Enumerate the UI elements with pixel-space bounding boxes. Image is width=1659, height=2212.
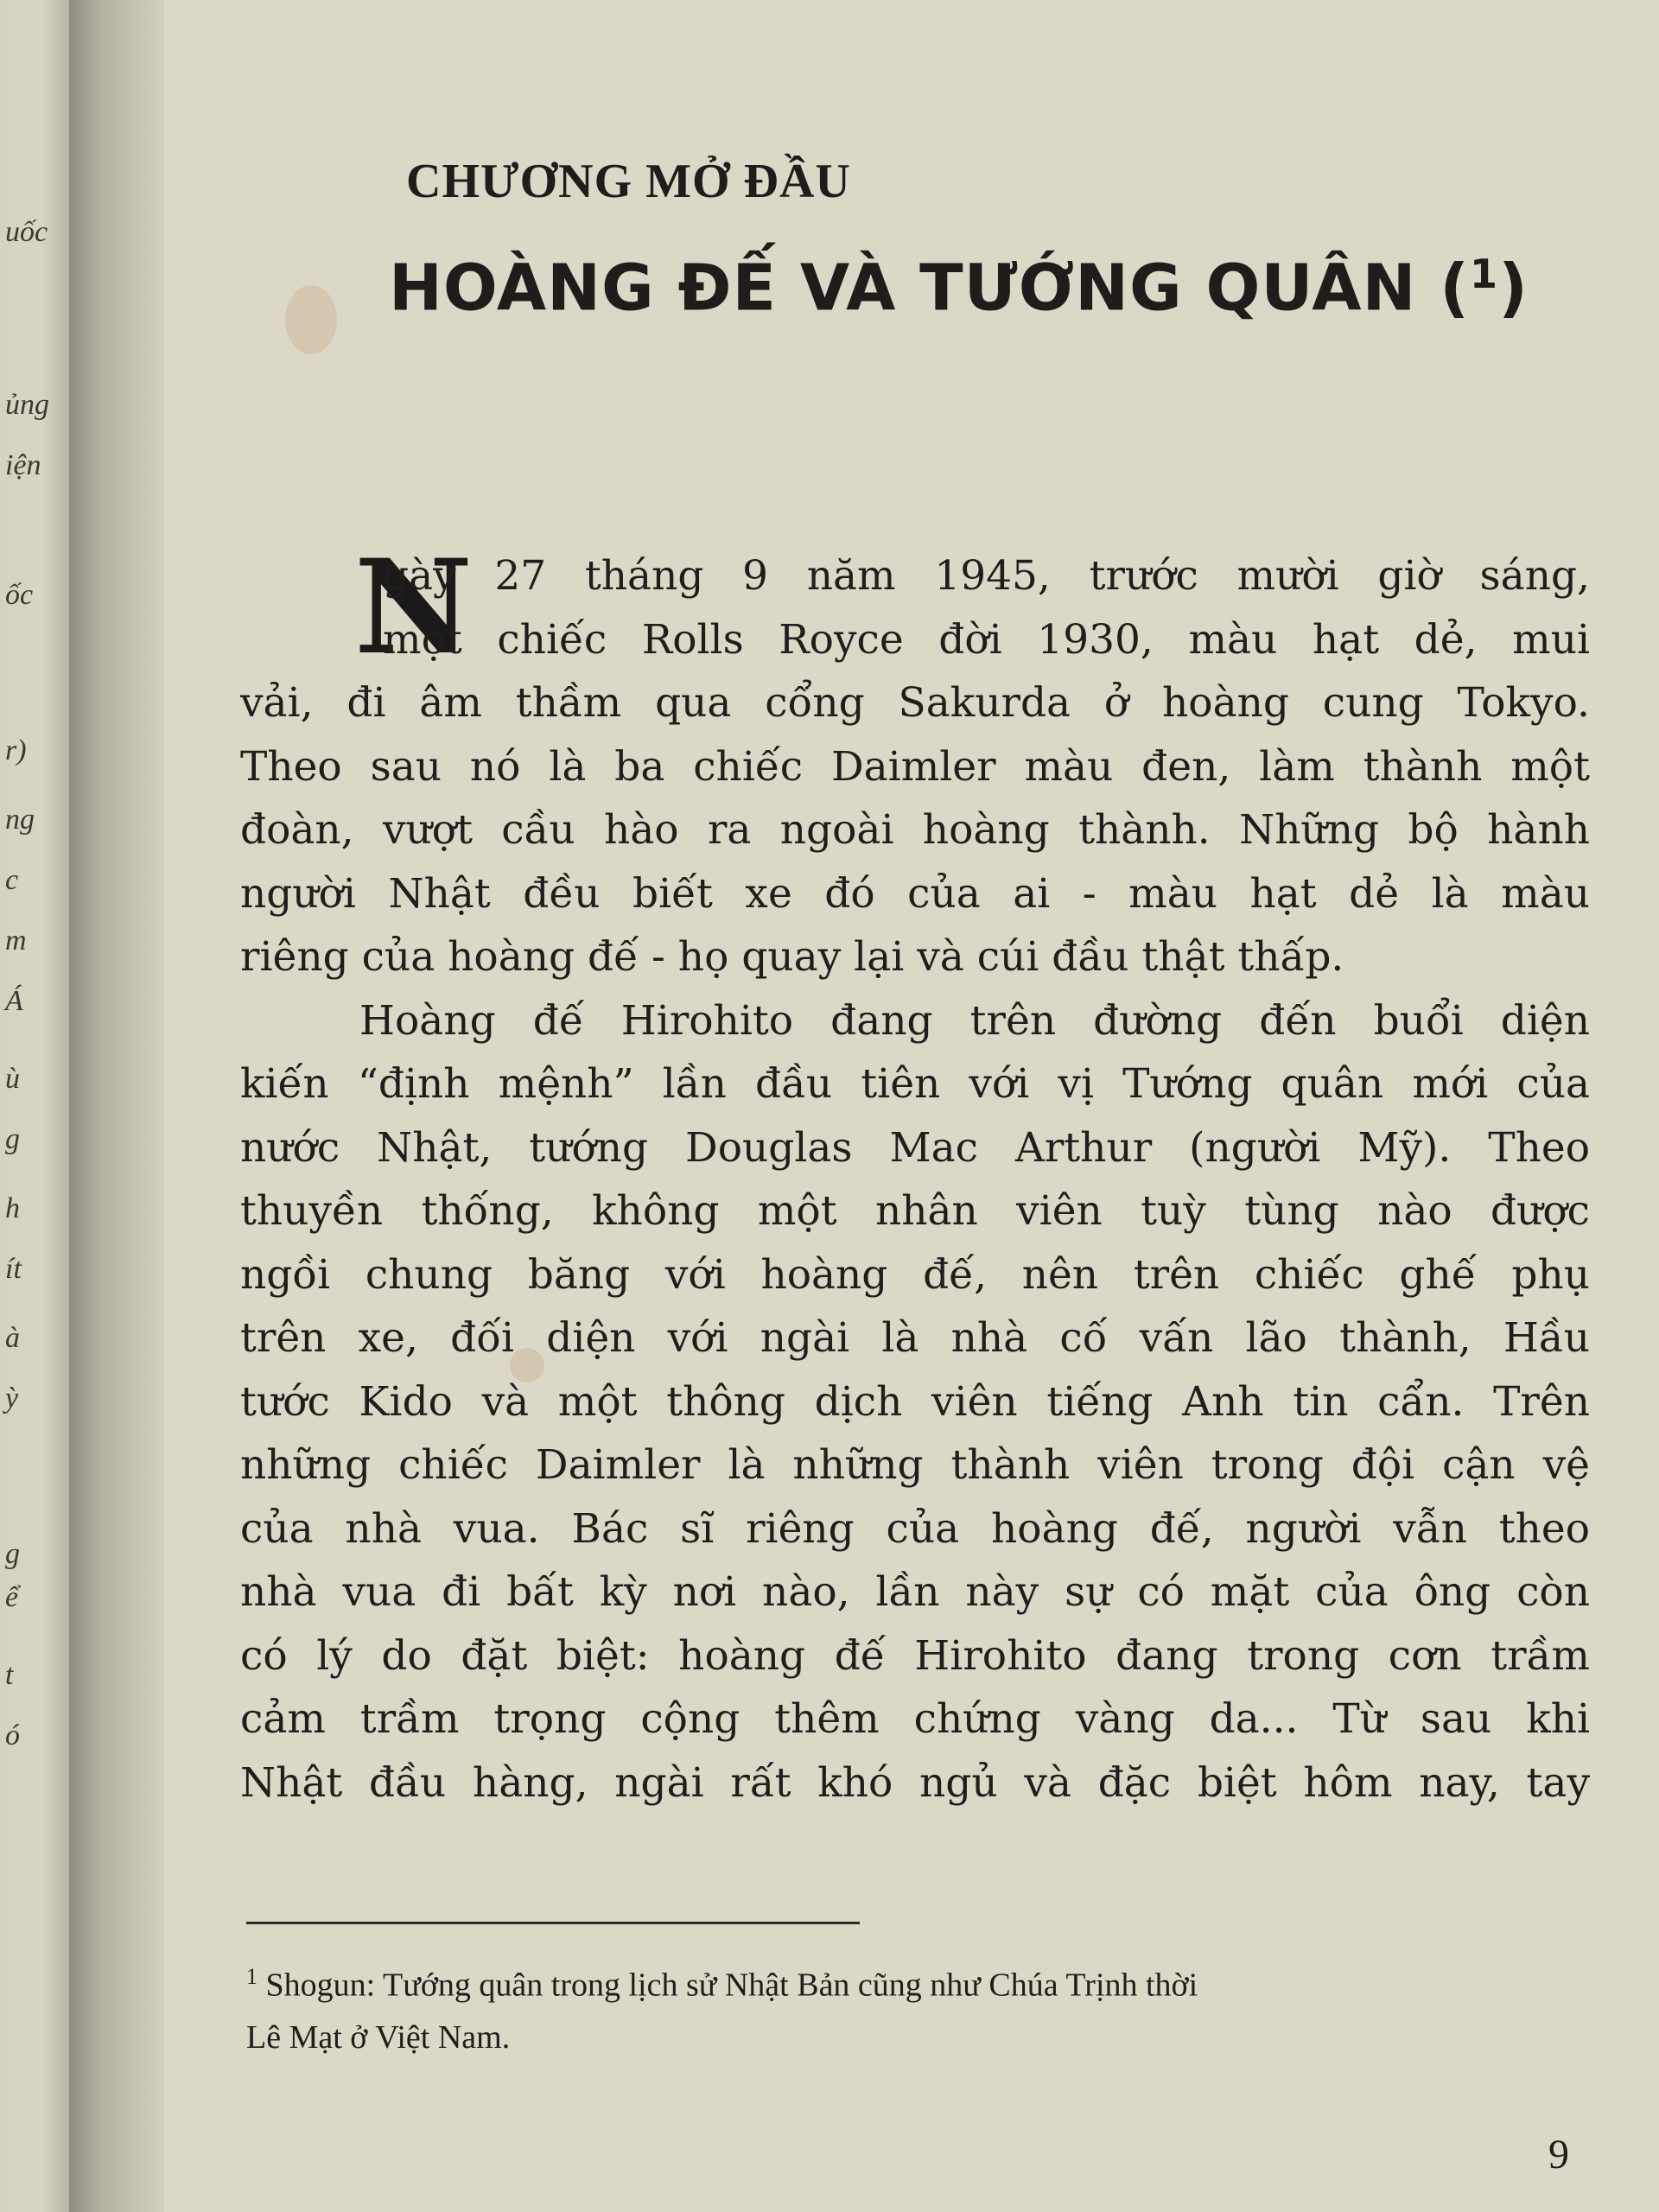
left-page-fragment: r)	[5, 734, 27, 766]
left-page-fragment: ốc	[5, 579, 34, 611]
body-line: nhà vua đi bất kỳ nơi nào, lần này sự có mặt của ông còn	[240, 1568, 1590, 1616]
left-page-fragment: g	[5, 1123, 20, 1155]
left-page-fragment: m	[5, 925, 27, 957]
footnote-line	[246, 1951, 1590, 2012]
body-line: người Nhật đều biết xe đó của ai - màu hạt dẻ là màu	[240, 869, 1590, 918]
left-page-fragment: h	[5, 1192, 20, 1224]
body-line: Hoàng đế Hirohito đang trên đường đến buổi diện	[359, 996, 1590, 1045]
body-text	[240, 531, 1590, 1815]
body-line: có lý do đặt biệt: hoàng đế Hirohito đang trong cơn trầm	[240, 1631, 1590, 1680]
footnote-mark: 1	[246, 1964, 257, 1989]
page-number: 9	[1548, 2132, 1569, 2177]
chapter-title-text: HOÀNG ĐẾ VÀ TƯỚNG QUÂN (	[389, 251, 1471, 326]
body-line: nước Nhật, tướng Douglas Mac Arthur (người Mỹ). Theo	[240, 1123, 1590, 1172]
left-page-fragment: ó	[5, 1719, 20, 1751]
left-page-fragment: t	[5, 1659, 14, 1691]
drop-cap: N	[354, 531, 474, 683]
left-page-fragment: g	[5, 1538, 20, 1570]
footnote-line: Lê Mạt ở Việt Nam.	[246, 2018, 511, 2056]
left-page-fragment: ù	[5, 1063, 20, 1095]
body-line: kiến “định mệnh” lần đầu tiên với vị Tướng quân mới của	[240, 1060, 1590, 1108]
body-line: vải, đi âm thầm qua cổng Sakurda ở hoàng cung Tokyo.	[240, 679, 1590, 727]
paper-stain	[285, 285, 337, 354]
chapter-title	[389, 251, 1529, 326]
body-line: của nhà vua. Bác sĩ riêng của hoàng đế, người vẫn theo	[240, 1504, 1590, 1553]
body-line: thuyền thống, không một nhân viên tuỳ tùng nào được	[240, 1187, 1590, 1235]
left-page-fragment: ỳ	[5, 1382, 19, 1414]
body-line: riêng của hoàng đế - họ quay lại và cúi đầu thật thấp.	[240, 933, 1344, 981]
body-line: Theo sau nó là ba chiếc Daimler màu đen, làm thành một	[240, 742, 1590, 791]
footnote-text: Shogun: Tướng quân trong lịch sử Nhật Bản cũng như Chúa Trịnh thời	[257, 1967, 1198, 2004]
left-page-fragment: uốc	[5, 216, 48, 248]
body-line: đoàn, vượt cầu hào ra ngoài hoàng thành. Những bộ hành	[240, 806, 1590, 854]
left-page-fragment: ể	[5, 1581, 19, 1613]
footnote-divider	[246, 1922, 860, 1924]
footnote	[246, 1951, 1590, 2063]
left-page-fragment: c	[5, 864, 19, 896]
body-line: trên xe, đối diện với ngài là nhà cố vấn lão thành, Hầu	[240, 1314, 1590, 1362]
body-line: Nhật đầu hàng, ngài rất khó ngủ và đặc biệt hôm nay, tay	[240, 1758, 1590, 1807]
book-gutter-shadow	[69, 0, 164, 2212]
body-line: những chiếc Daimler là những thành viên trong đội cận vệ	[240, 1441, 1590, 1489]
body-line: gày 27 tháng 9 năm 1945, trước mười giờ sáng,	[383, 552, 1590, 600]
body-line: tước Kido và một thông dịch viên tiếng Anh tin cẩn. Trên	[240, 1377, 1590, 1426]
body-line: một chiếc Rolls Royce đời 1930, màu hạt dẻ, mui	[383, 615, 1590, 664]
body-line: ngồi chung băng với hoàng đế, nên trên chiếc ghế phụ	[240, 1250, 1590, 1299]
left-page-fragment: ít	[5, 1253, 22, 1285]
left-page-fragment: à	[5, 1322, 20, 1354]
left-page-fragment: Á	[5, 985, 23, 1017]
left-page-fragment: ng	[5, 804, 35, 836]
left-page-fragment: iện	[5, 449, 41, 481]
chapter-title-close: )	[1498, 251, 1529, 326]
left-page-edge	[0, 0, 69, 2212]
chapter-title-footnote-mark: 1	[1470, 251, 1499, 297]
body-line: cảm trầm trọng cộng thêm chứng vàng da... Từ sau khi	[240, 1695, 1590, 1743]
chapter-kicker: CHƯƠNG MỞ ĐẦU	[406, 155, 851, 208]
left-page-fragment: ủng	[5, 389, 49, 421]
